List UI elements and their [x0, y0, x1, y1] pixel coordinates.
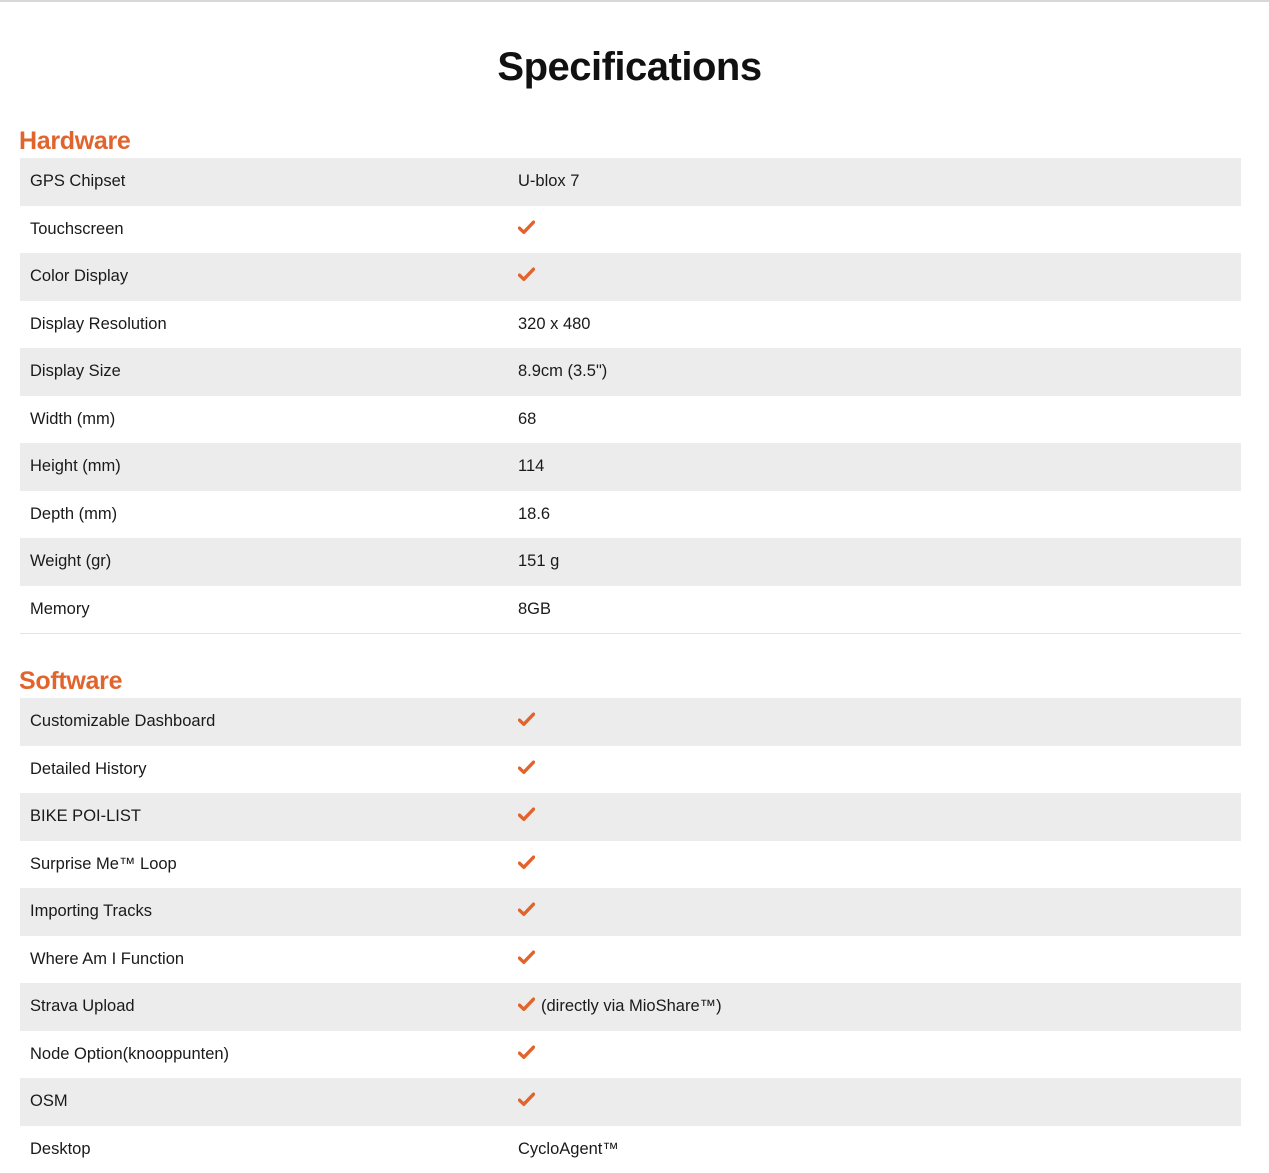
spec-label: Surprise Me™ Loop [20, 841, 518, 889]
software-section [19, 664, 1240, 1173]
spec-label: Weight (gr) [20, 538, 518, 586]
software-spec-table [20, 698, 1241, 1173]
spec-value [518, 936, 1241, 984]
spec-value-text: 8GB [518, 600, 551, 618]
hardware-spec-row [20, 158, 1241, 206]
check-icon [518, 950, 535, 965]
spec-value [518, 348, 1241, 396]
software-section-title: Software [19, 664, 1240, 698]
spec-label: Color Display [20, 253, 518, 301]
check-icon [518, 902, 535, 917]
spec-label: Node Option(knooppunten) [20, 1031, 518, 1079]
software-spec-row [20, 983, 1241, 1031]
hardware-spec-row [20, 586, 1241, 634]
spec-value-text: 8.9cm (3.5") [518, 362, 607, 380]
spec-label: Display Resolution [20, 301, 518, 349]
spec-value-text: CycloAgent™ [518, 1140, 619, 1158]
spec-label: Width (mm) [20, 396, 518, 444]
spec-label: Where Am I Function [20, 936, 518, 984]
spec-value [518, 301, 1241, 349]
spec-value [518, 698, 1241, 746]
spec-value [518, 793, 1241, 841]
software-spec-row [20, 793, 1241, 841]
spec-label: Display Size [20, 348, 518, 396]
spec-value-text: 151 g [518, 552, 559, 570]
hardware-spec-row [20, 348, 1241, 396]
spec-value-text: U-blox 7 [518, 172, 579, 190]
spec-value [518, 253, 1241, 301]
spec-label: Importing Tracks [20, 888, 518, 936]
top-divider [0, 0, 1269, 2]
spec-value [518, 206, 1241, 254]
check-icon [518, 267, 535, 282]
spec-value [518, 1126, 1241, 1173]
spec-value [518, 1031, 1241, 1079]
spec-value [518, 538, 1241, 586]
software-spec-row [20, 936, 1241, 984]
hardware-spec-row [20, 538, 1241, 586]
software-spec-row [20, 1078, 1241, 1126]
hardware-section-title: Hardware [19, 124, 1240, 158]
hardware-spec-row [20, 301, 1241, 349]
spec-label: Detailed History [20, 746, 518, 794]
page-title: Specifications [0, 42, 1259, 92]
hardware-spec-rows [20, 158, 1241, 634]
spec-value [518, 841, 1241, 889]
spec-label: Memory [20, 586, 518, 634]
spec-value [518, 491, 1241, 539]
spec-label: GPS Chipset [20, 158, 518, 206]
spec-label: Strava Upload [20, 983, 518, 1031]
spec-value-text: 18.6 [518, 505, 550, 523]
spec-value [518, 586, 1241, 634]
spec-value-text: 320 x 480 [518, 315, 590, 333]
spec-label: Desktop [20, 1126, 518, 1173]
software-spec-row [20, 1126, 1241, 1173]
software-spec-rows [20, 698, 1241, 1173]
check-icon [518, 807, 535, 822]
check-icon [518, 855, 535, 870]
spec-value [518, 396, 1241, 444]
spec-label: Touchscreen [20, 206, 518, 254]
check-icon [518, 712, 535, 727]
hardware-spec-row [20, 443, 1241, 491]
spec-value [518, 746, 1241, 794]
spec-label: Depth (mm) [20, 491, 518, 539]
software-spec-row [20, 841, 1241, 889]
check-icon [518, 760, 535, 775]
spec-label: Customizable Dashboard [20, 698, 518, 746]
spec-label: BIKE POI-LIST [20, 793, 518, 841]
spec-value [518, 443, 1241, 491]
software-spec-row [20, 888, 1241, 936]
spec-value [518, 888, 1241, 936]
hardware-spec-row [20, 253, 1241, 301]
check-icon [518, 220, 535, 235]
software-spec-row [20, 698, 1241, 746]
check-icon [518, 1045, 535, 1060]
spec-label: Height (mm) [20, 443, 518, 491]
spec-value-note: (directly via MioShare™) [541, 997, 722, 1015]
spec-value [518, 1078, 1241, 1126]
check-icon [518, 997, 535, 1012]
spec-value [518, 158, 1241, 206]
check-icon [518, 1092, 535, 1107]
hardware-spec-row [20, 491, 1241, 539]
hardware-spec-table [20, 158, 1241, 634]
software-spec-row [20, 1031, 1241, 1079]
spec-label: OSM [20, 1078, 518, 1126]
spec-value-text: 114 [518, 457, 544, 475]
spec-value [518, 983, 1241, 1031]
hardware-spec-row [20, 206, 1241, 254]
hardware-section [19, 124, 1240, 634]
hardware-spec-row [20, 396, 1241, 444]
spec-value-text: 68 [518, 410, 536, 428]
software-spec-row [20, 746, 1241, 794]
